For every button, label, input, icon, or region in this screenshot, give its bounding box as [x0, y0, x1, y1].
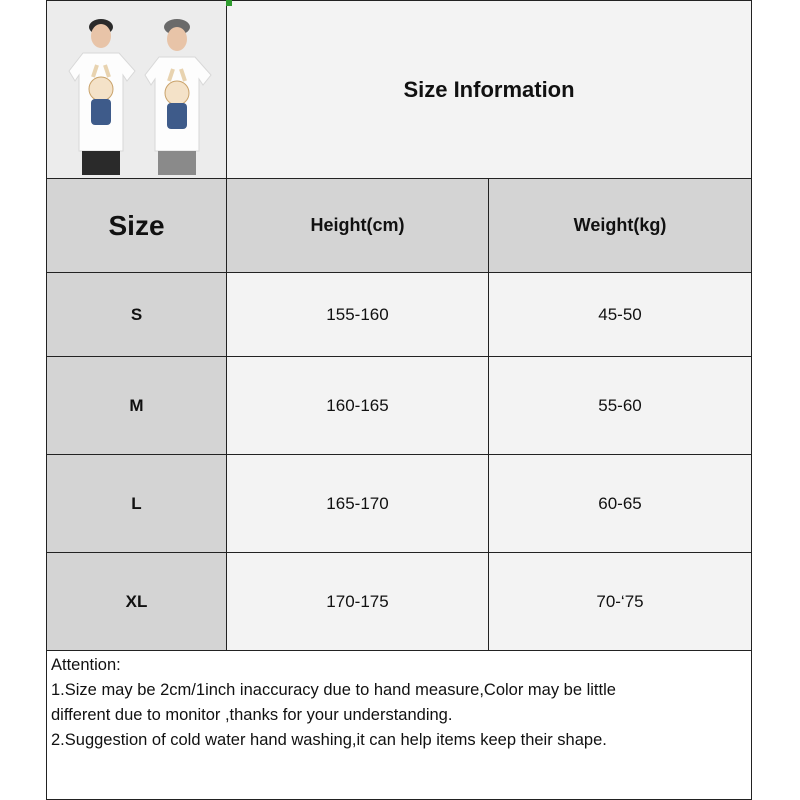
weight-cell: 45-50	[489, 273, 751, 356]
attention-notes	[47, 651, 751, 755]
table-row	[47, 553, 751, 651]
weight-cell: 55-60	[489, 357, 751, 454]
weight-cell: 70-‘75	[489, 553, 751, 650]
column-header-size: Size	[47, 179, 227, 272]
notes-line: 1.Size may be 2cm/1inch inaccuracy due to hand measure,Color may be little	[51, 681, 616, 699]
notes-heading: Attention:	[51, 656, 121, 674]
height-cell: 170-175	[227, 553, 489, 650]
page-title: Size Information	[403, 76, 575, 102]
size-cell: M	[47, 357, 227, 454]
two-models-tshirt-photo-icon	[47, 1, 227, 179]
size-cell: XL	[47, 553, 227, 650]
height-cell: 160-165	[227, 357, 489, 454]
size-chart	[46, 0, 752, 800]
notes-line: 2.Suggestion of cold water hand washing,it can help items keep their shape.	[51, 731, 607, 749]
product-photo	[47, 1, 227, 179]
size-table	[47, 179, 751, 651]
notes-line: different due to monitor ,thanks for your understanding.	[51, 706, 453, 724]
table-header-row	[47, 179, 751, 273]
table-row	[47, 455, 751, 553]
height-cell: 165-170	[227, 455, 489, 552]
table-row	[47, 273, 751, 357]
weight-cell: 60-65	[489, 455, 751, 552]
size-cell: S	[47, 273, 227, 356]
table-row	[47, 357, 751, 455]
height-cell: 155-160	[227, 273, 489, 356]
size-cell: L	[47, 455, 227, 552]
column-header-height: Height(cm)	[227, 179, 489, 272]
corner-mark-icon	[226, 0, 232, 6]
title-cell	[227, 1, 751, 179]
column-header-weight: Weight(kg)	[489, 179, 751, 272]
